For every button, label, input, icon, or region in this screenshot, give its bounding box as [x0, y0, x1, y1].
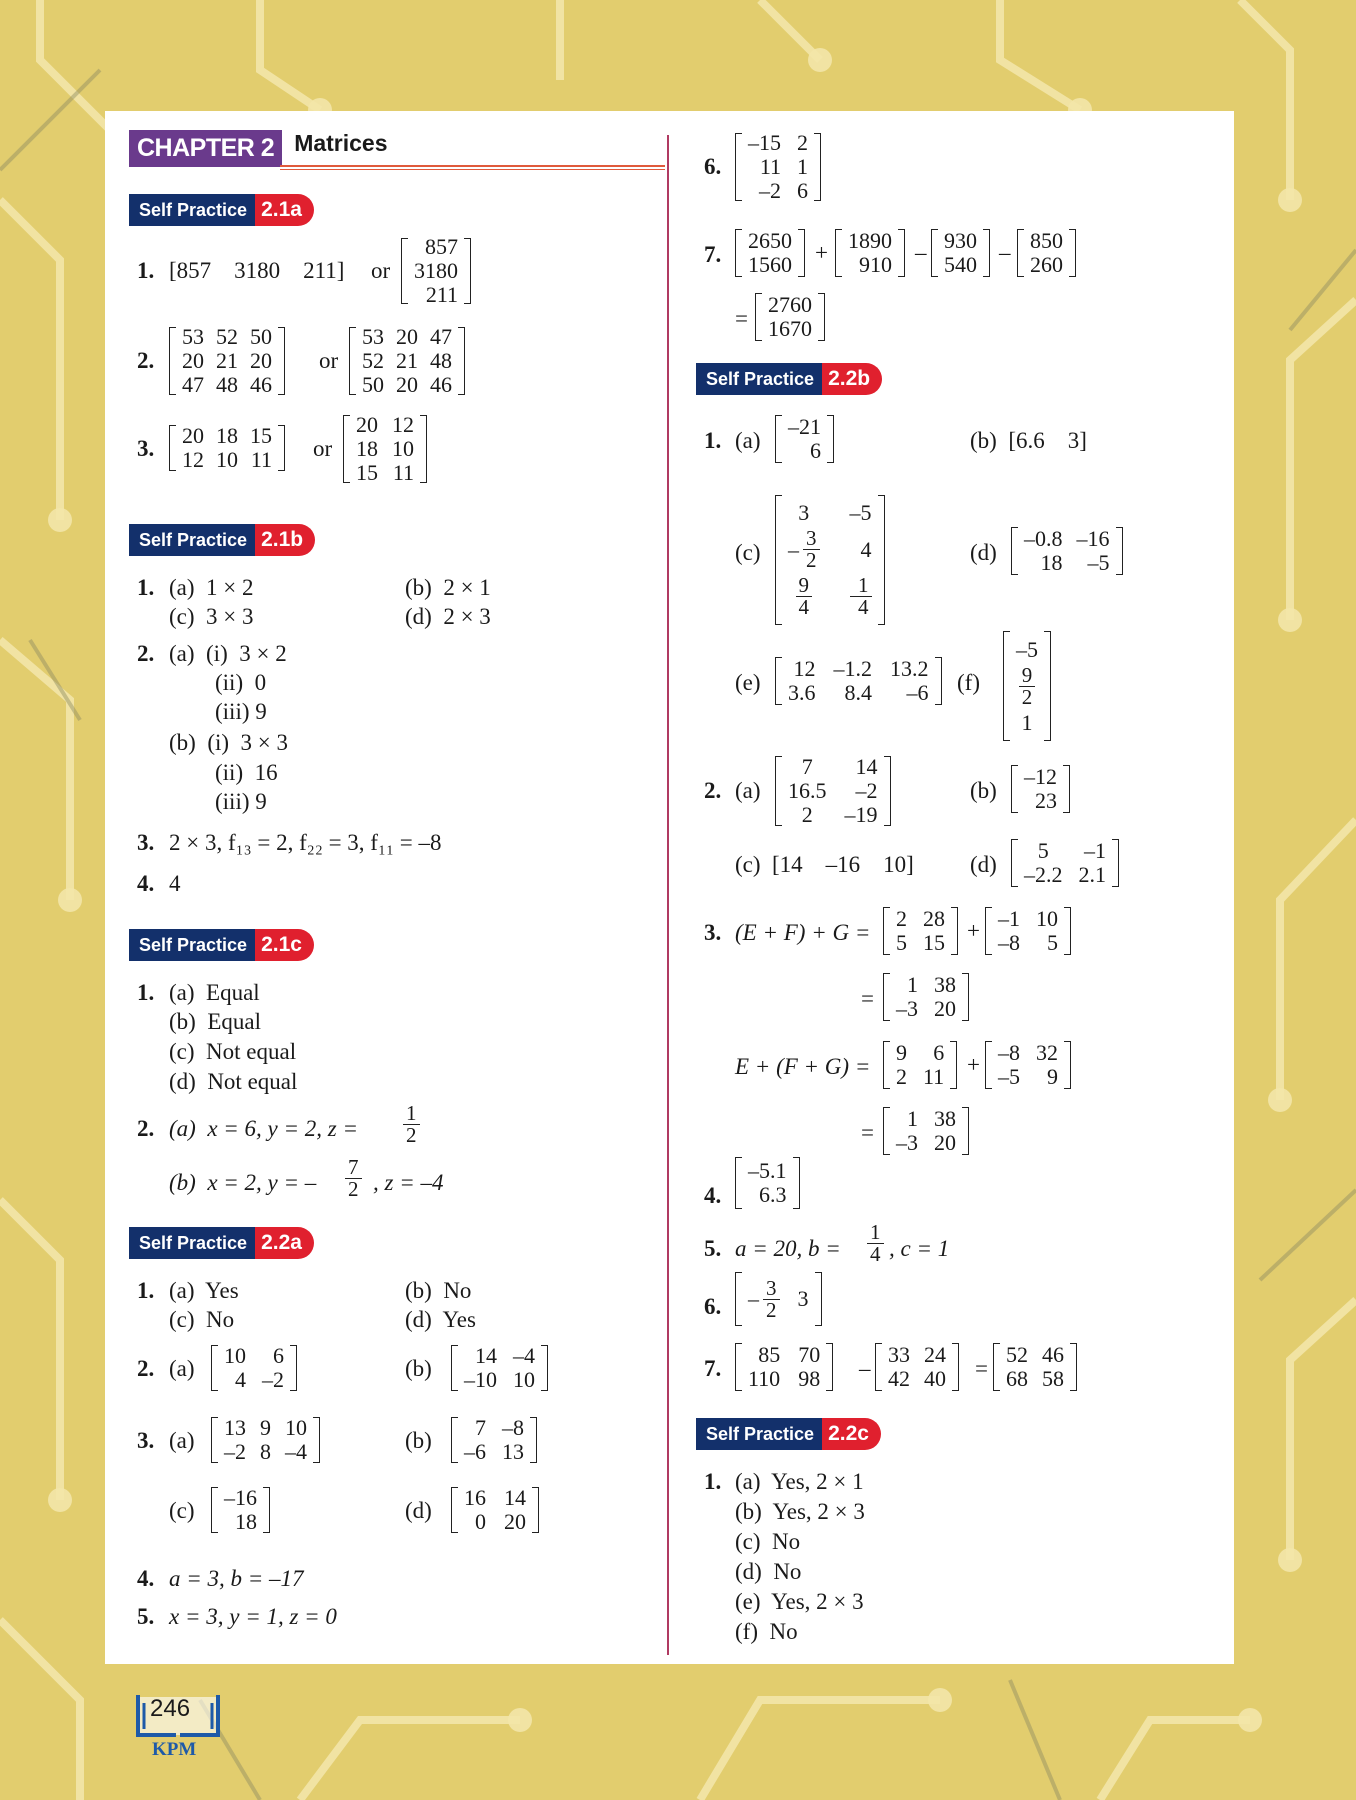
matrix-3x3: 53 20 47 52 21 48 50 20 46 — [349, 327, 465, 395]
section-banner-2-1a — [129, 193, 314, 227]
matrix-2x2: 7 –8 –6 13 — [451, 1417, 537, 1463]
operator: = — [975, 1356, 988, 1381]
answer-text: (b) 2 × 1 — [405, 575, 491, 600]
section-banner-label: Self Practice — [129, 1227, 255, 1259]
answer-label: (d) — [970, 852, 997, 877]
section-banner-number: 2.2a — [255, 1227, 314, 1259]
answer-text: (iii) 9 — [215, 789, 267, 814]
section-banner-number: 2.1b — [255, 524, 315, 556]
answer-text: (c) No — [169, 1307, 235, 1332]
answer-label: (d) — [405, 1498, 432, 1523]
matrix-2x2: 85 70 110 98 — [735, 1343, 833, 1391]
answer-label: (e) — [735, 670, 761, 695]
section-banner-number: 2.1c — [255, 929, 314, 961]
matrix-3x2: 3 –5 – $\frac{3}{2}$ 4 $\frac{9}{4}$ $\frac{1}{4}$ — [775, 495, 885, 625]
matrix-2x2: 1 38 –3 20 — [883, 1107, 969, 1155]
operator: – — [859, 1356, 871, 1381]
column-matrix: 2760 1670 — [755, 293, 825, 341]
question-number: 6. — [704, 154, 722, 179]
answer-text: x = 3, y = 1, z = 0 — [169, 1604, 337, 1629]
matrix-3x3: 53 52 50 20 21 20 47 48 46 — [169, 327, 285, 395]
section-banner-label: Self Practice — [129, 194, 255, 226]
answer-label: (b) — [405, 1428, 432, 1453]
answer-text: (iii) 9 — [215, 699, 267, 724]
question-number: 5. — [137, 1604, 155, 1629]
matrix-2x2: 9 6 2 11 — [883, 1041, 957, 1089]
or-text: or — [319, 348, 339, 373]
answer-text: (e) Yes, 2 × 3 — [735, 1589, 864, 1614]
question-number: 4. — [704, 1183, 722, 1208]
question-number: 1. — [137, 980, 155, 1005]
answer-text: (a) 1 × 2 — [169, 575, 254, 600]
matrix-2x2: –1 10 –8 5 — [985, 907, 1071, 955]
question-number: 2. — [137, 641, 155, 666]
section-banner-2-2c — [696, 1417, 881, 1451]
answer-text: (d) Yes — [405, 1307, 476, 1332]
answer-text: (c) Not equal — [169, 1039, 297, 1064]
matrix-2x3: 12 –1.2 13.2 3.6 8.4 –6 — [775, 657, 942, 705]
answer-label: (a) — [735, 428, 761, 453]
answer-text: (c) [14 –16 10] — [735, 852, 914, 877]
equation-lhs: E + (F + G) = — [735, 1054, 871, 1079]
kpm-book-logo — [132, 1687, 228, 1767]
page-number: 246 — [150, 1695, 191, 1722]
operator: – — [999, 240, 1011, 265]
question-number: 1. — [137, 258, 155, 283]
section-banner-label: Self Practice — [696, 363, 822, 395]
section-banner-2-2b — [696, 362, 882, 396]
question-number: 3. — [704, 920, 722, 945]
equation-lhs: (E + F) + G = — [735, 920, 871, 945]
answer-text: (b) x = 2, y = – — [169, 1170, 317, 1195]
matrix-3x2: –15 2 11 1 –2 6 — [735, 133, 821, 201]
row-matrix: [857 3180 211] — [169, 258, 345, 283]
question-number: 4. — [137, 871, 155, 896]
column-divider — [667, 135, 669, 1655]
question-number: 6. — [704, 1294, 722, 1319]
answer-label: (c) — [169, 1498, 195, 1523]
matrix-2x2: 10 6 4 –2 — [211, 1345, 297, 1391]
operator: + — [967, 918, 980, 943]
section-banner-2-1b — [129, 523, 315, 557]
question-number: 3. — [137, 436, 155, 461]
column-matrix: –16 18 — [211, 1487, 270, 1533]
column-matrix: –5 $\frac{9}{2}$ 1 — [1003, 631, 1051, 741]
answer-label: (a) — [735, 778, 761, 803]
answer-text: (c) 3 × 3 — [169, 604, 254, 629]
column-matrix: 930 540 — [931, 229, 990, 277]
answer-label: (a) — [169, 1428, 195, 1453]
answer-text: (d) 2 × 3 — [405, 604, 491, 629]
answer-label: (f) — [957, 670, 980, 695]
column-matrix: 2650 1560 — [735, 229, 805, 277]
section-banner-number: 2.2c — [822, 1418, 881, 1450]
or-text: or — [313, 436, 333, 461]
answer-label: (d) — [970, 540, 997, 565]
question-number: 1. — [704, 428, 722, 453]
answer-text: (b) [6.6 3] — [970, 428, 1087, 453]
question-number: 4. — [137, 1566, 155, 1591]
answer-text: (a) Yes — [169, 1278, 239, 1303]
answer-text: (b) No — [405, 1278, 472, 1303]
answer-label: (b) — [970, 778, 997, 803]
matrix-2x2: –0.8 –16 18 –5 — [1011, 527, 1123, 575]
section-banner-label: Self Practice — [129, 929, 255, 961]
or-text: or — [371, 258, 391, 283]
column-matrix: –21 6 — [775, 415, 834, 463]
section-banner-number: 2.2b — [822, 363, 882, 395]
matrix-2x2: 33 24 42 40 — [875, 1343, 959, 1391]
answer-text: (f) No — [735, 1619, 798, 1644]
section-banner-label: Self Practice — [129, 524, 255, 556]
row-matrix: – $\frac{3}{2}$ 3 — [735, 1272, 822, 1326]
question-number: 2. — [137, 1116, 155, 1141]
column-matrix: 850 260 — [1017, 229, 1076, 277]
fraction: $\frac{1}{2}$ — [403, 1103, 420, 1146]
answer-text: (a) Equal — [169, 980, 260, 1005]
column-matrix: –5.1 6.3 — [735, 1157, 800, 1209]
answer-text: , z = –4 — [373, 1170, 444, 1195]
matrix-2x2: –8 32 –5 9 — [985, 1041, 1071, 1089]
question-number: 3. — [137, 1428, 155, 1453]
matrix-2x2: 52 46 68 58 — [993, 1343, 1077, 1391]
section-banner-label: Self Practice — [696, 1418, 822, 1450]
answer-text: 4 — [169, 871, 181, 896]
question-number: 1. — [704, 1469, 722, 1494]
operator: = — [861, 1120, 874, 1145]
question-number: 2. — [137, 348, 155, 373]
answer-text: (b) (i) 3 × 3 — [169, 730, 288, 755]
fraction: $\frac{7}{2}$ — [345, 1157, 362, 1200]
matrix-2x2: 1 38 –3 20 — [883, 973, 969, 1021]
matrix-2x2: 14 –4 –10 10 — [451, 1345, 548, 1391]
section-banner-2-1c — [129, 928, 314, 962]
kpm-label: KPM — [152, 1739, 197, 1760]
operator: + — [815, 240, 828, 265]
answer-text: (a) (i) 3 × 2 — [169, 641, 287, 666]
question-number: 1. — [137, 1278, 155, 1303]
section-banner-number: 2.1a — [255, 194, 314, 226]
answer-text: a = 3, b = –17 — [169, 1566, 304, 1591]
answer-text: a = 20, b = — [735, 1236, 841, 1261]
answer-text: (ii) 0 — [215, 670, 267, 695]
chapter-header — [129, 129, 388, 167]
matrix-2x3: 13 9 10 –2 8 –4 — [211, 1417, 320, 1463]
answer-text: (b) Equal — [169, 1009, 261, 1034]
answer-text: (b) Yes, 2 × 3 — [735, 1499, 865, 1524]
question-number: 2. — [137, 1356, 155, 1381]
chapter-title: Matrices — [294, 129, 388, 156]
chapter-label: CHAPTER 2 — [129, 130, 282, 167]
question-number: 7. — [704, 1356, 722, 1381]
matrix-2x2: 2 28 5 15 — [883, 907, 958, 955]
answer-page — [105, 111, 1234, 1664]
question-number: 2. — [704, 778, 722, 803]
column-matrix: 1890 910 — [835, 229, 905, 277]
chapter-underline — [280, 165, 665, 170]
section-banner-2-2a — [129, 1226, 314, 1260]
answer-text: (d) No — [735, 1559, 802, 1584]
answer-label: (c) — [735, 540, 761, 565]
answer-text: 2 × 3, f₁₃ = 2, f₂₂ = 3, f₁₁ = –8 — [169, 830, 442, 855]
column-matrix: –12 23 — [1011, 765, 1070, 813]
matrix-2x2: 16 14 0 20 — [451, 1487, 539, 1533]
answer-text: (d) Not equal — [169, 1069, 298, 1094]
question-number: 5. — [704, 1236, 722, 1261]
matrix-2x2: 5 –1 –2.2 2.1 — [1011, 839, 1119, 887]
answer-text: (ii) 16 — [215, 760, 278, 785]
question-number: 7. — [704, 242, 722, 267]
question-number: 1. — [137, 575, 155, 600]
matrix-3x2: 7 14 16.5 –2 2 –19 — [775, 756, 891, 826]
answer-text: (c) No — [735, 1529, 801, 1554]
answer-label: (b) — [405, 1356, 432, 1381]
operator: – — [915, 240, 927, 265]
column-matrix: 857 3180 211 — [401, 238, 471, 304]
matrix-2x3: 20 18 15 12 10 11 — [169, 425, 285, 471]
question-number: 3. — [137, 830, 155, 855]
answer-text: (a) x = 6, y = 2, z = — [169, 1116, 358, 1141]
answer-text: (a) Yes, 2 × 1 — [735, 1469, 864, 1494]
answer-text: , c = 1 — [889, 1236, 950, 1261]
operator: = — [735, 306, 748, 331]
matrix-3x2: 20 12 18 10 15 11 — [343, 415, 427, 483]
operator: + — [967, 1052, 980, 1077]
operator: = — [861, 986, 874, 1011]
answer-label: (a) — [169, 1356, 195, 1381]
fraction: $\frac{1}{4}$ — [867, 1222, 884, 1265]
